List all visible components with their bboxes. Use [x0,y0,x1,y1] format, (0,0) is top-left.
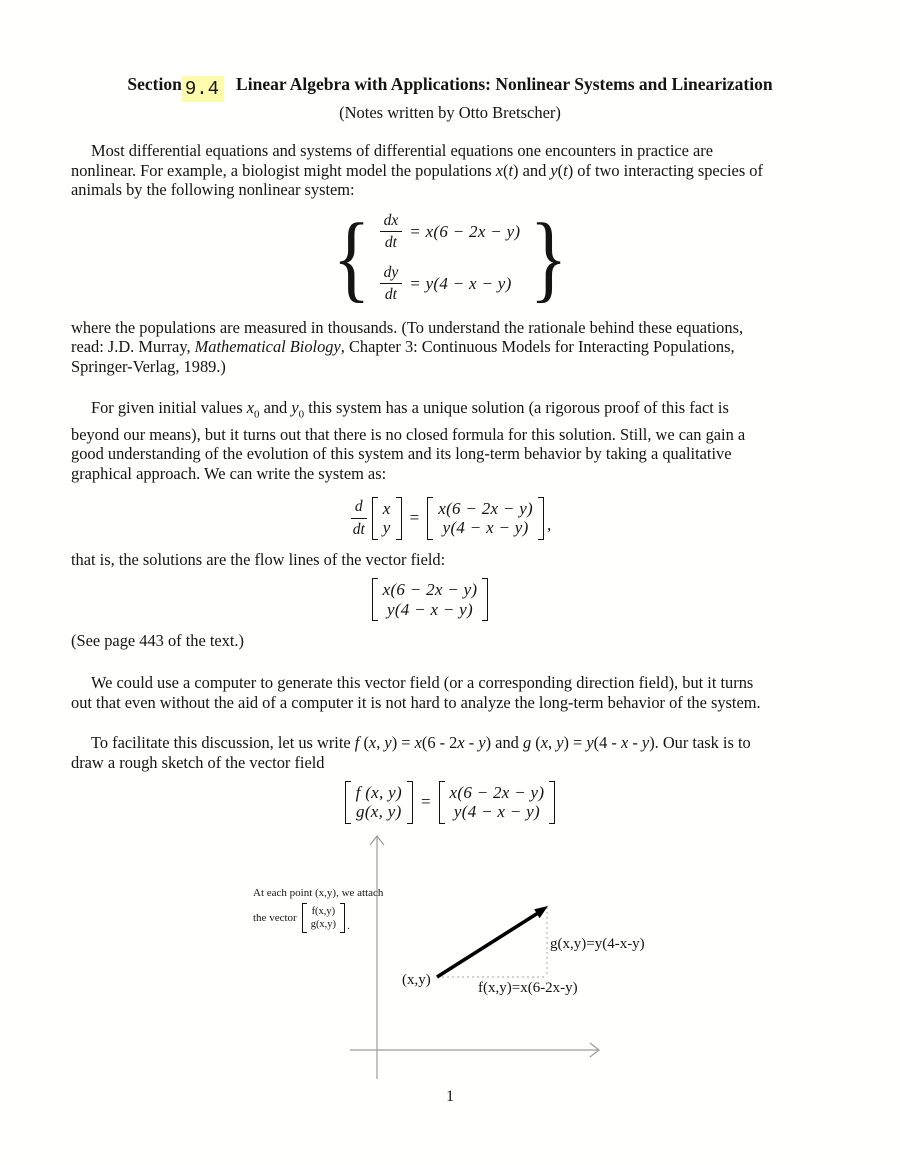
fraction-dy-dt: $\frac{dy}{dt}$ [380,263,403,305]
left-brace: { [332,203,370,312]
matrix-right-bracket [396,497,402,540]
matrix-right-bracket [340,903,345,933]
fraction-dx-dt: $\frac{dx}{dt}$ [380,211,403,253]
text-line: Springer-Verlag, 1989.) [71,356,226,376]
text-line: To facilitate this discussion, let us write f (x, y) = x(6 - 2x - y) and g (x, y) = y(4 - x - y). Our task is to [91,733,751,753]
annotation-prefix: the vector [253,912,297,925]
matrix-right-bracket [538,497,544,540]
text-line: nonlinear. For example, a biologist might model the populations x(t) and y(t) of two interacting species of [71,160,763,180]
fg-matrix: f (x, y) g(x, y) [345,781,413,824]
system-rows [380,211,521,305]
diagram-canvas [71,829,829,1084]
f-component-label: f(x,y)=x(6-2x-y) [478,980,578,997]
title-section-word: Section [127,74,182,94]
field-matrix: x(6 − 2x − y) y(4 − x − y) [372,578,489,621]
title-text: Linear Algebra with Applications: Nonlinear Systems and Linearization [236,74,773,94]
state-vector-matrix: x y [372,497,402,540]
matrix-right-bracket [407,781,413,824]
annotation-vector-matrix: f(x,y) g(x,y) [302,903,345,933]
text-line: animals by the following nonlinear system: [71,180,355,199]
fraction-d-dt: $\frac{d}{dt}$ [352,498,365,538]
diagram-annotation [253,886,383,933]
field-matrix: x(6 − 2x − y) y(4 − x − y) [439,781,556,824]
matrix-right-bracket [482,578,488,621]
annotation-line [253,903,383,933]
equation-rhs: = y(4 − x − y) [409,273,512,293]
paragraph-intro [71,141,829,200]
text-line: that is, the solutions are the flow lines of the vector field: [71,550,446,570]
paragraph-flow-lines [71,550,829,570]
text-line: read: J.D. Murray, Mathematical Biology, Chapter 3: Continuous Models for Interacting Populations, [71,337,735,356]
page-number: 1 [446,1088,454,1106]
text-line: (See page 443 of the text.) [71,630,244,650]
vector-arrow [437,913,538,977]
annotation-period: . [347,920,350,933]
paragraph-see-page [71,631,829,651]
g-component-label: g(x,y)=y(4-x-y) [550,936,645,953]
equation-nonlinear-system [71,203,829,312]
text-line: out that even without the aid of a computer it is not hard to analyze the long-term behavior of the system. [71,692,761,712]
equals-sign: = [420,792,431,812]
equation-fg-definition [71,779,829,825]
point-label: (x,y) [402,972,431,989]
page-title [71,72,829,102]
text-line: draw a rough sketch of the vector field [71,752,325,772]
equation-matrix-form [71,495,829,541]
trailing-comma: , [547,515,552,535]
right-brace: } [530,203,568,312]
text-line: Most differential equations and systems of differential equations one encounters in practice are [91,141,714,160]
text-line: where the populations are measured in thousands. (To understand the rationale behind these equations, [71,317,744,337]
text-line: good understanding of the evolution of this system and its long-term behavior by taking a qualitative [71,444,732,464]
text-line: beyond our means), but it turns out that there is no closed formula for this solution. Still, we can gain a [71,424,746,444]
paragraph-citation [71,318,829,377]
equation-row-dydt [380,263,521,305]
equals-sign: = [409,508,420,528]
text-line: We could use a computer to generate this vector field (or a corresponding direction field), but it turns [91,673,754,693]
matrix-right-bracket [549,781,555,824]
field-matrix: x(6 − 2x − y) y(4 − x − y) [427,497,544,540]
paragraph-qualitative [71,398,829,483]
paragraph-computer [71,673,829,712]
annotation-line: At each point (x,y), we attach [253,887,384,900]
equation-rhs: = x(6 − 2x − y) [409,221,521,241]
text-line: graphical approach. We can write the system as: [71,463,387,483]
equation-row-dxdt [380,211,521,253]
text-line: For given initial values $x_0$ and $y_0$ this system has a unique solution (a rigorous proof of this fact is [91,398,729,421]
paragraph-facilitate [71,733,829,772]
section-number-highlight: 9.4 [182,76,224,102]
vector-arrowhead-icon [534,906,548,918]
vector-field-diagram [71,829,829,1084]
equation-vector-field [51,577,809,623]
subtitle: (Notes written by Otto Bretscher) [339,103,561,122]
